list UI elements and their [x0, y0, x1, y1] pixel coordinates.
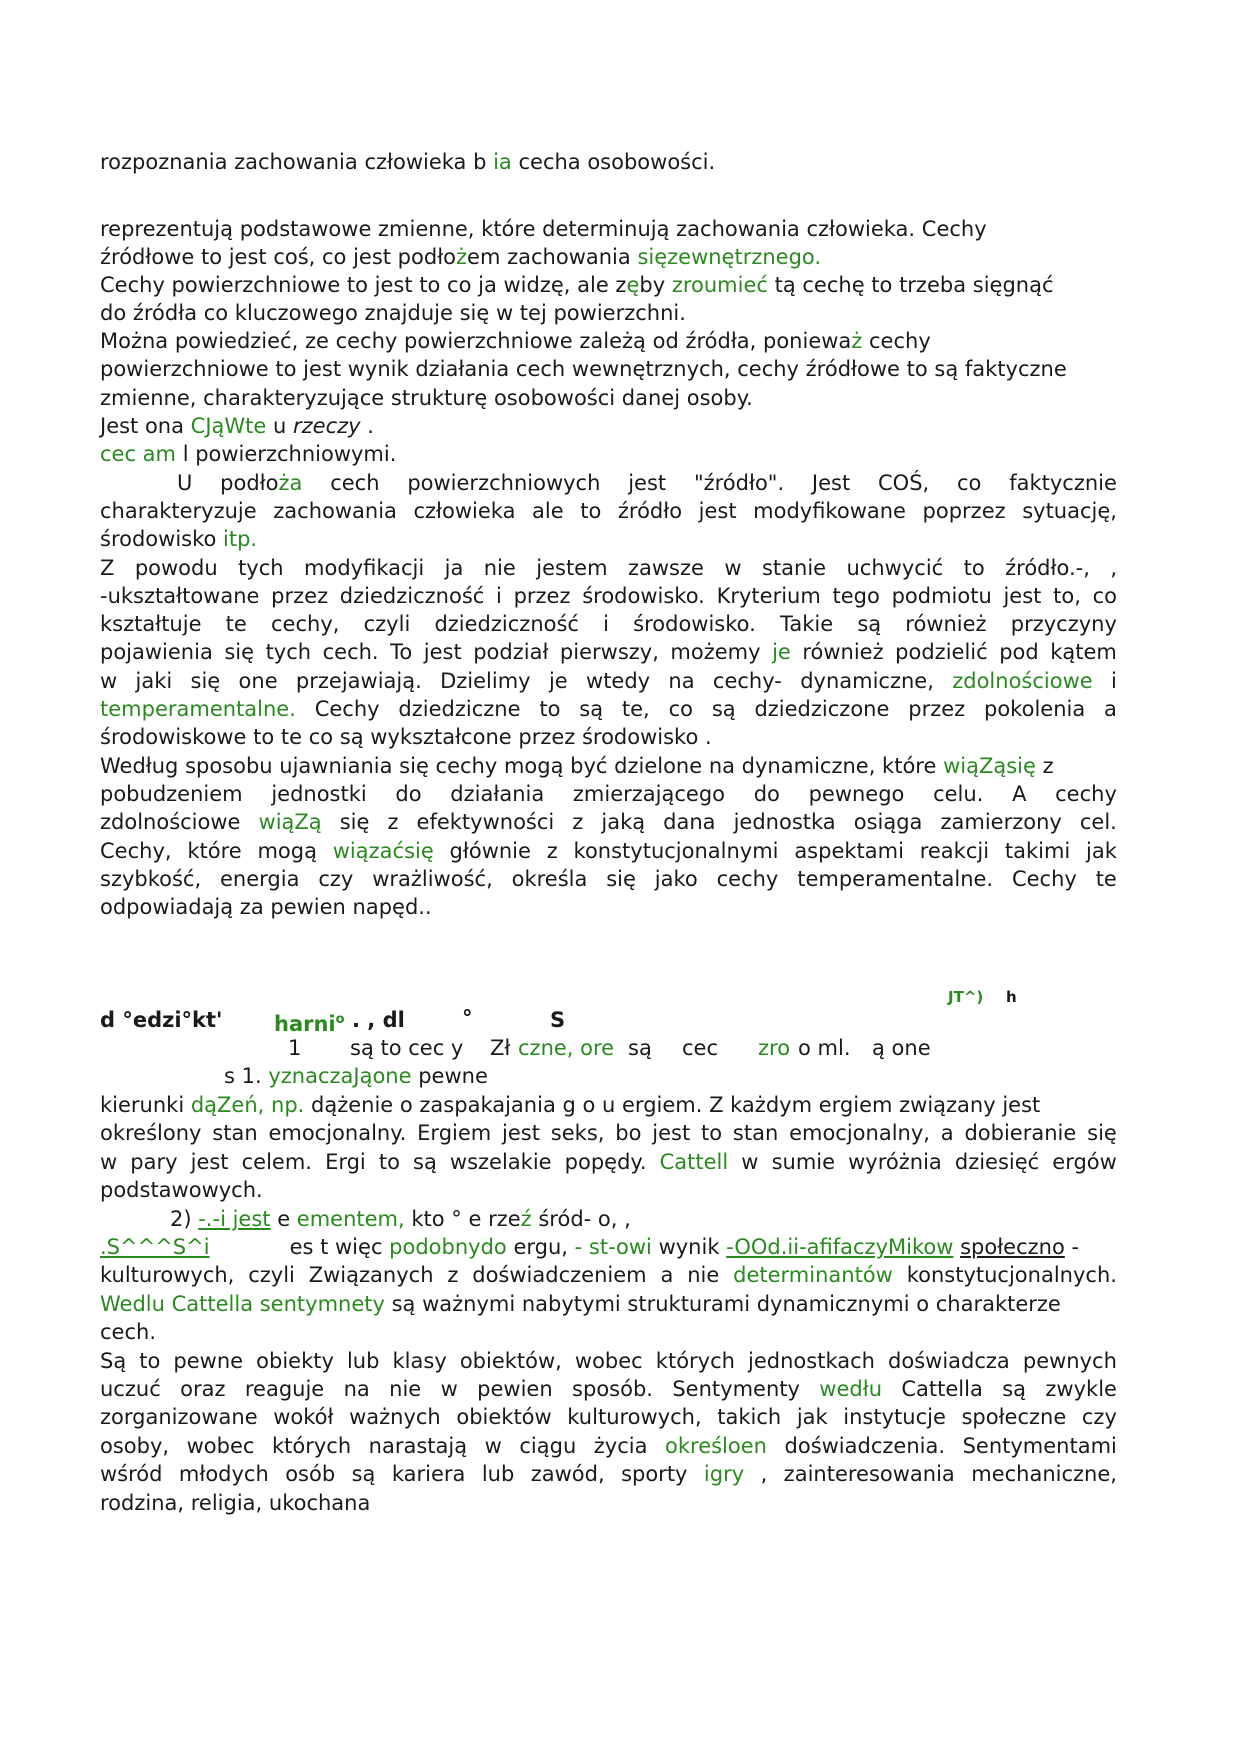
text-line: cec am l powierzchniowymi.: [100, 442, 397, 466]
text-line: 2) -.-i jest e ementem, kto ° e rzeź śród- o, ,: [170, 1207, 631, 1231]
ocr-fragment: harni$^o$: [274, 1012, 345, 1036]
ocr-fragment: zro: [758, 1036, 791, 1060]
text-line: pojawienia się tych cech. To jest podział pierwszy, możemy je również podzielić pod kątem: [100, 640, 1117, 664]
text-line: wśród młodych osób są kariera lub zawód, sporty igry , zainteresowania mechaniczne,: [100, 1462, 1117, 1486]
text-line: uczuć oraz reaguje na nie w pewien sposób. Sentymenty wedłu Cattella są zwykle: [100, 1377, 1117, 1401]
text-line: Są to pewne obiekty lub klasy obiektów, wobec których jednostkach doświadcza pewnych: [100, 1349, 1117, 1373]
text-line: Wedlu Cattella sentymnety są ważnymi nabytymi strukturami dynamicznymi o charakterze: [100, 1292, 1061, 1316]
text-line: Cechy powierzchniowe to jest to co ja widzę, ale zęby zroumieć tą cechę to trzeba sięgnąć: [100, 273, 1054, 297]
ocr-fragment: °: [462, 1006, 473, 1030]
text-line: Cechy, które mogą wiązaćsię głównie z konstytucjonalnymi aspektami reakcji takimi jak: [100, 839, 1117, 863]
text-line: .S^^^S^i es t więc podobnydo ergu, - st-owi wynik -OOd.ii-afifaczyMikow społeczno -: [100, 1235, 1080, 1259]
text-line: charakteryzuje zachowania człowieka ale to źródło jest modyfikowane poprzez sytuację,: [100, 499, 1117, 523]
text-line: rozpoznania zachowania człowieka b ia cecha osobowości.: [100, 150, 716, 174]
text-line: reprezentują podstawowe zmienne, które determinują zachowania człowieka. Cechy: [100, 217, 987, 241]
text-line: Z powodu tych modyfikacji ja nie jestem zawsze w stanie uchwycić to źródło.-, ,: [100, 556, 1117, 580]
text-line: -ukształtowane przez dziedziczność i przez środowisko. Kryterium tego podmiotu jest to, co: [100, 584, 1117, 608]
ocr-fragment: o ml.: [798, 1036, 851, 1060]
text-line: kształtuje te cechy, czyli dziedziczność i środowisko. Takie są również przyczyny: [100, 612, 1117, 636]
ocr-fragment: są: [628, 1036, 652, 1060]
text-line: kulturowych, czyli Związanych z doświadczeniem a nie determinantów konstytucjonalnych.: [100, 1263, 1117, 1287]
text-line: zdolnościowe wiąZą się z efektywności z jaką dana jednostka osiąga zamierzony cel.: [100, 810, 1117, 834]
text-line: temperamentalne. Cechy dziedziczne to są te, co są dziedziczone przez pokolenia a: [100, 697, 1117, 721]
text-line: osoby, wobec których narastają w ciągu życia określoen doświadczenia. Sentymentami: [100, 1434, 1117, 1458]
text-line: pobudzeniem jednostki do działania zmierzającego do pewnego celu. A cechy: [100, 782, 1117, 806]
ocr-fragment: h: [1006, 988, 1017, 1006]
ocr-fragment: cec: [682, 1036, 719, 1060]
ocr-fragment: 1: [288, 1036, 302, 1060]
text-line: szybkość, energia czy wrażliwość, określa się jako cechy temperamentalne. Cechy te: [100, 867, 1117, 891]
text-line: w jaki się one przejawiają. Dzielimy je wtedy na cechy- dynamiczne, zdolnościowe i: [100, 669, 1117, 693]
ocr-fragment: są to cec y: [350, 1036, 464, 1060]
text-line: do źródła co kluczowego znajduje się w tej powierzchni.: [100, 301, 686, 325]
text-line: środowiskowe to te co są wykształcone przez środowisko .: [100, 725, 712, 749]
ocr-fragment: czne, ore: [518, 1036, 615, 1060]
text-line: zmienne, charakteryzujące strukturę osobowości danej osoby.: [100, 386, 753, 410]
text-line: Jest ona CJąWte u rzeczy .: [100, 414, 374, 438]
text-line: podstawowych.: [100, 1178, 263, 1202]
text-line: Według sposobu ujawniania się cechy mogą być dzielone na dynamiczne, które wiąZąsię z: [100, 754, 1054, 778]
text-line: powierzchniowe to jest wynik działania cech wewnętrznych, cechy źródłowe to są faktyczne: [100, 357, 1067, 381]
text-line: odpowiadają za pewien napęd..: [100, 895, 432, 919]
ocr-fragment: s 1. yznaczaJąone pewne: [224, 1064, 488, 1088]
text-line: źródłowe to jest coś, co jest podłożem zachowania sięzewnętrznego.: [100, 245, 822, 269]
ocr-fragment: d °edzi°kt': [100, 1008, 223, 1032]
text-line: środowisko itp.: [100, 527, 258, 551]
text-line: kierunki dąZeń, np. dążenie o zaspakajania g o u ergiem. Z każdym ergiem związany jest: [100, 1093, 1041, 1117]
ocr-fragment: ą one: [872, 1036, 931, 1060]
ocr-fragment: . , dl: [352, 1008, 405, 1032]
text-line: rodzina, religia, ukochana: [100, 1491, 371, 1515]
text-line: w pary jest celem. Ergi to są wszelakie popędy. Cattell w sumie wyróżnia dziesięć ergów: [100, 1150, 1117, 1174]
text-line: określony stan emocjonalny. Ergiem jest seks, bo jest to stan emocjonalny, a dobieranie się: [100, 1121, 1117, 1145]
text-line: zorganizowane wokół ważnych obiektów kulturowych, takich jak instytucje społeczne czy: [100, 1405, 1117, 1429]
ocr-fragment: S: [550, 1008, 566, 1032]
ocr-fragment: Zł: [490, 1036, 511, 1060]
text-line: U podłoża cech powierzchniowych jest "źródło". Jest COŚ, co faktycznie: [177, 471, 1117, 495]
text-line: Można powiedzieć, ze cechy powierzchniowe zależą od źródła, ponieważ cechy: [100, 329, 931, 353]
ocr-fragment: JT^): [948, 988, 984, 1006]
text-line: cech.: [100, 1320, 156, 1344]
